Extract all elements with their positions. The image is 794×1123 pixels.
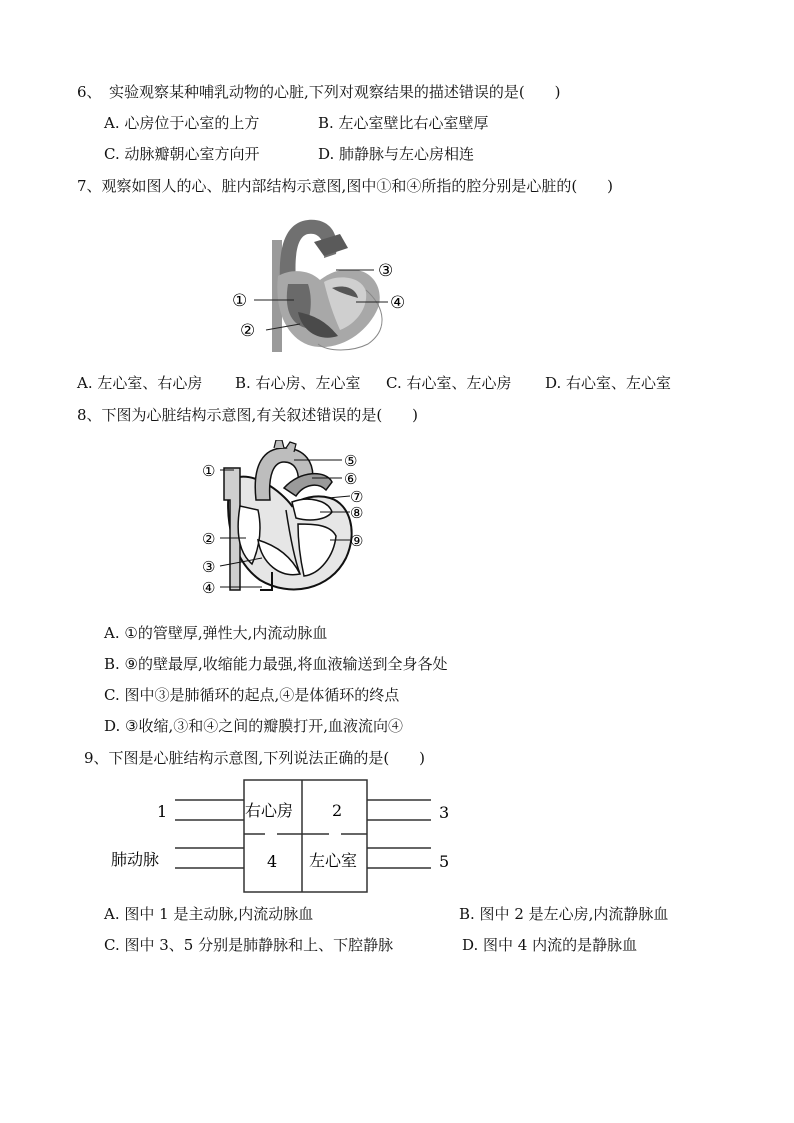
q9-label-4: 4 [267, 852, 278, 871]
q8-label-2: ② [202, 530, 216, 548]
q9-label-5: 5 [439, 852, 450, 871]
q7-option-c[interactable]: C. 右心室、左心房 [386, 374, 512, 392]
q6-option-a[interactable]: A. 心房位于心室的上方 [104, 114, 260, 132]
q9-heart-diagram [105, 778, 465, 896]
q8-option-a[interactable]: A. ①的管壁厚,弹性大,内流动脉血 [104, 624, 328, 642]
q9-option-b[interactable]: B. 图中 2 是左心房,内流静脉血 [459, 905, 669, 923]
q7-label-3: ③ [378, 261, 394, 281]
q8-stem: 8、下图为心脏结构示意图,有关叙述错误的是( ) [77, 406, 419, 424]
q7-stem: 7、观察如图人的心、脏内部结构示意图,图中①和④所指的腔分别是心脏的( ) [77, 177, 614, 195]
q9-label-3: 3 [439, 803, 450, 822]
q6-option-b[interactable]: B. 左心室壁比右心室壁厚 [318, 114, 489, 132]
q9-option-c[interactable]: C. 图中 3、5 分别是肺静脉和上、下腔静脉 [104, 936, 394, 954]
q8-label-8: ⑧ [350, 504, 364, 522]
q9-label-2: 2 [332, 801, 343, 820]
q8-option-d[interactable]: D. ③收缩,③和④之间的瓣膜打开,血液流向④ [104, 717, 404, 735]
q7-label-2: ② [240, 321, 256, 341]
q7-label-1: ① [232, 291, 248, 311]
q7-label-4: ④ [390, 293, 406, 313]
q8-label-7: ⑦ [350, 488, 364, 506]
q9-label-1: 1 [157, 802, 168, 821]
q9-label-pulmonary-artery: 肺动脉 [111, 850, 160, 869]
q7-heart-diagram [228, 212, 418, 362]
q7-option-b[interactable]: B. 右心房、左心室 [235, 374, 361, 392]
q8-label-1: ① [202, 462, 216, 480]
q8-option-c[interactable]: C. 图中③是肺循环的起点,④是体循环的终点 [104, 686, 400, 704]
q9-stem: 9、下图是心脏结构示意图,下列说法正确的是( ) [84, 749, 426, 767]
q8-label-5: ⑤ [344, 452, 358, 470]
q6-option-c[interactable]: C. 动脉瓣朝心室方向开 [104, 145, 260, 163]
q8-label-9: ⑨ [350, 532, 364, 550]
q9-label-right-atrium: 右心房 [245, 801, 294, 820]
q6-stem: 6、 实验观察某种哺乳动物的心脏,下列对观察结果的描述错误的是( ) [77, 83, 561, 101]
q9-label-left-ventricle: 左心室 [309, 851, 358, 870]
q7-option-d[interactable]: D. 右心室、左心室 [545, 374, 672, 392]
q9-option-d[interactable]: D. 图中 4 内流的是静脉血 [462, 936, 638, 954]
q8-label-3: ③ [202, 558, 216, 576]
q9-option-a[interactable]: A. 图中 1 是主动脉,内流动脉血 [104, 905, 314, 923]
q7-option-a[interactable]: A. 左心室、右心房 [77, 374, 203, 392]
q6-option-d[interactable]: D. 肺静脉与左心房相连 [318, 145, 475, 163]
q8-label-4: ④ [202, 579, 216, 597]
q8-option-b[interactable]: B. ⑨的壁最厚,收缩能力最强,将血液输送到全身各处 [104, 655, 448, 673]
q8-heart-diagram [200, 440, 370, 600]
q8-label-6: ⑥ [344, 470, 358, 488]
